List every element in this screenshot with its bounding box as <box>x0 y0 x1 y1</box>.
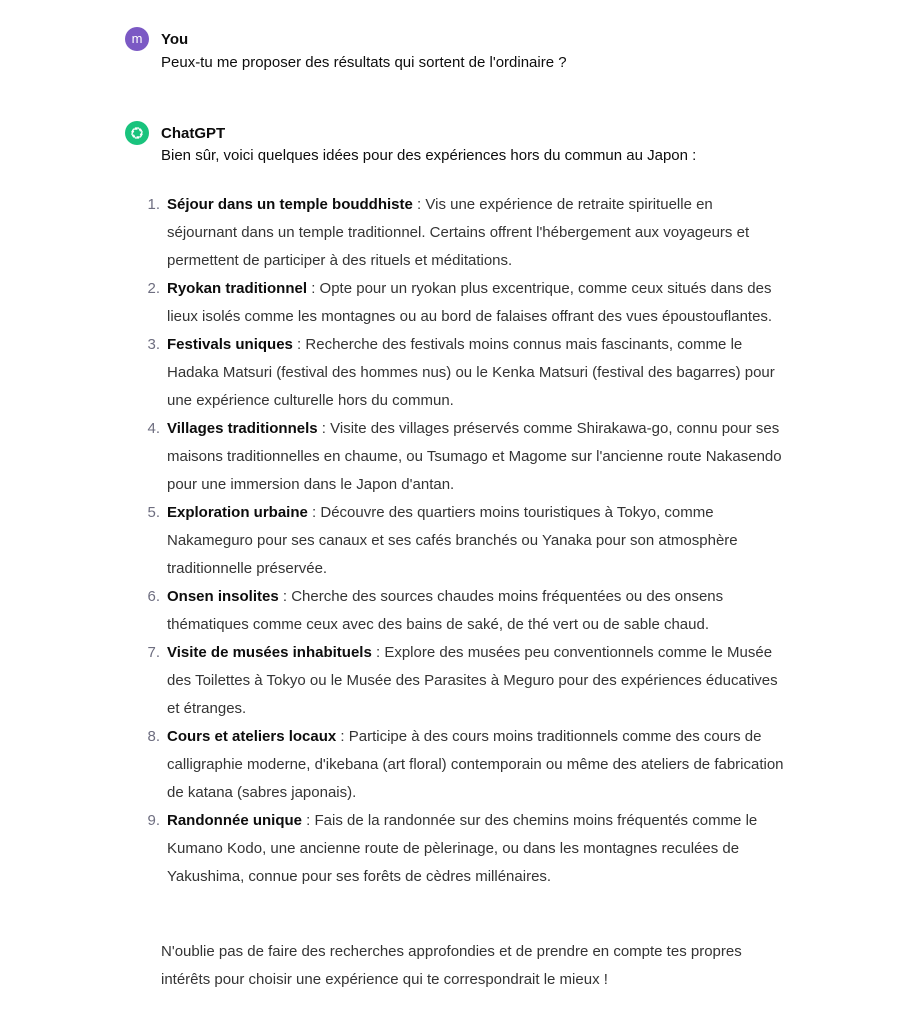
list-item-text: Cherche des sources chaudes moins fréquentées ou des onsens thématiques comme ceux avec des bains de saké, de thé vert ou de sable chaud. <box>167 588 724 633</box>
list-item-text: Fais de la randonnée sur des chemins moins fréquentés comme le Kumano Kodo, une ancienne route de pèlerinage, ou dans les montagnes reculées de Yakushima, connue pour ses forêts de cèdres millénaires. <box>167 812 758 885</box>
list-item <box>125 331 785 415</box>
list-item-title: Exploration urbaine <box>167 504 308 521</box>
list-item-text: Recherche des festivals moins connus mais fascinants, comme le Hadaka Matsuri (festival des hommes nus) ou le Kenka Matsuri (festival des bagarres) pour une expérience culturelle hors du commun. <box>167 336 775 409</box>
list-item-text: Participe à des cours moins traditionnels comme des cours de calligraphie moderne, d'ikebana (art floral) contemporain ou même des ateliers de fabrication de katana (sabres japonais). <box>167 728 784 801</box>
user-author-name: You <box>161 31 189 48</box>
list-item-number: 5. <box>147 504 160 521</box>
list-item <box>125 415 785 499</box>
list-item-separator: : <box>371 644 385 661</box>
list-item <box>125 807 785 891</box>
list-item-number: 8. <box>147 728 160 745</box>
list-item <box>125 191 785 275</box>
list-item-number: 1. <box>147 196 160 213</box>
list-item-separator: : <box>412 196 426 213</box>
list-item <box>125 723 785 807</box>
assistant-outro: N'oublie pas de faire des recherches approfondies et de prendre en compte tes propres intérêts pour choisir une expérience qui te correspondrait le mieux ! <box>161 943 742 988</box>
user-message-text: Peux-tu me proposer des résultats qui sortent de l'ordinaire ? <box>161 54 567 71</box>
list-item-title: Onsen insolites <box>167 588 279 605</box>
assistant-author-name: ChatGPT <box>161 125 226 142</box>
openai-logo-icon <box>125 121 149 145</box>
list-item-title: Cours et ateliers locaux <box>167 728 337 745</box>
list-item-text: Découvre des quartiers moins touristiques à Tokyo, comme Nakameguro pour ses canaux et ses cafés branchés ou Yanaka pour son atmosphère traditionnelle préservée. <box>167 504 738 577</box>
list-item-text: Vis une expérience de retraite spirituelle en séjournant dans un temple traditionnel. Certains offrent l'hébergement aux voyageurs et permettent de participer à des rituels et méditations. <box>167 196 750 269</box>
list-item <box>125 499 785 583</box>
list-item-number: 6. <box>147 588 160 605</box>
suggestion-list <box>125 191 785 891</box>
list-item-title: Festivals uniques <box>167 336 293 353</box>
list-item-title: Randonnée unique <box>167 812 302 829</box>
user-avatar <box>125 27 149 51</box>
list-item-title: Visite de musées inhabituels <box>167 644 372 661</box>
list-item <box>125 275 785 331</box>
list-item-separator: : <box>307 504 321 521</box>
user-avatar-letter: m <box>131 30 143 46</box>
list-item-text: Explore des musées peu conventionnels comme le Musée des Toilettes à Tokyo ou le Musée des Parasites à Meguro pour des expériences éducatives et étranges. <box>167 644 778 717</box>
list-item-number: 9. <box>147 812 160 829</box>
list-item-number: 2. <box>147 280 160 297</box>
list-item <box>125 583 785 639</box>
list-item-separator: : <box>292 336 306 353</box>
list-item-separator: : <box>302 812 315 829</box>
list-item-title: Ryokan traditionnel <box>167 280 308 297</box>
list-item-title: Villages traditionnels <box>167 420 318 437</box>
list-item-separator: : <box>307 280 320 297</box>
list-item <box>125 639 785 723</box>
list-item-separator: : <box>336 728 349 745</box>
list-item-separator: : <box>317 420 331 437</box>
list-item-number: 3. <box>147 336 160 353</box>
list-item-separator: : <box>278 588 292 605</box>
assistant-intro: Bien sûr, voici quelques idées pour des expériences hors du commun au Japon : <box>161 147 697 164</box>
list-item-text: Opte pour un ryokan plus excentrique, comme ceux situés dans des lieux isolés comme les montagnes ou au bord de falaises offrant des vues époustouflantes. <box>167 280 773 325</box>
list-item-text: Visite des villages préservés comme Shirakawa-go, connu pour ses maisons traditionnelles en chaume, ou Tsumago et Magome sur l'ancienne route Nakasendo pour une immersion dans le Japon d'antan. <box>167 420 782 493</box>
list-item-number: 4. <box>147 420 160 437</box>
list-item-number: 7. <box>147 644 160 661</box>
list-item-title: Séjour dans un temple bouddhiste <box>167 196 413 213</box>
